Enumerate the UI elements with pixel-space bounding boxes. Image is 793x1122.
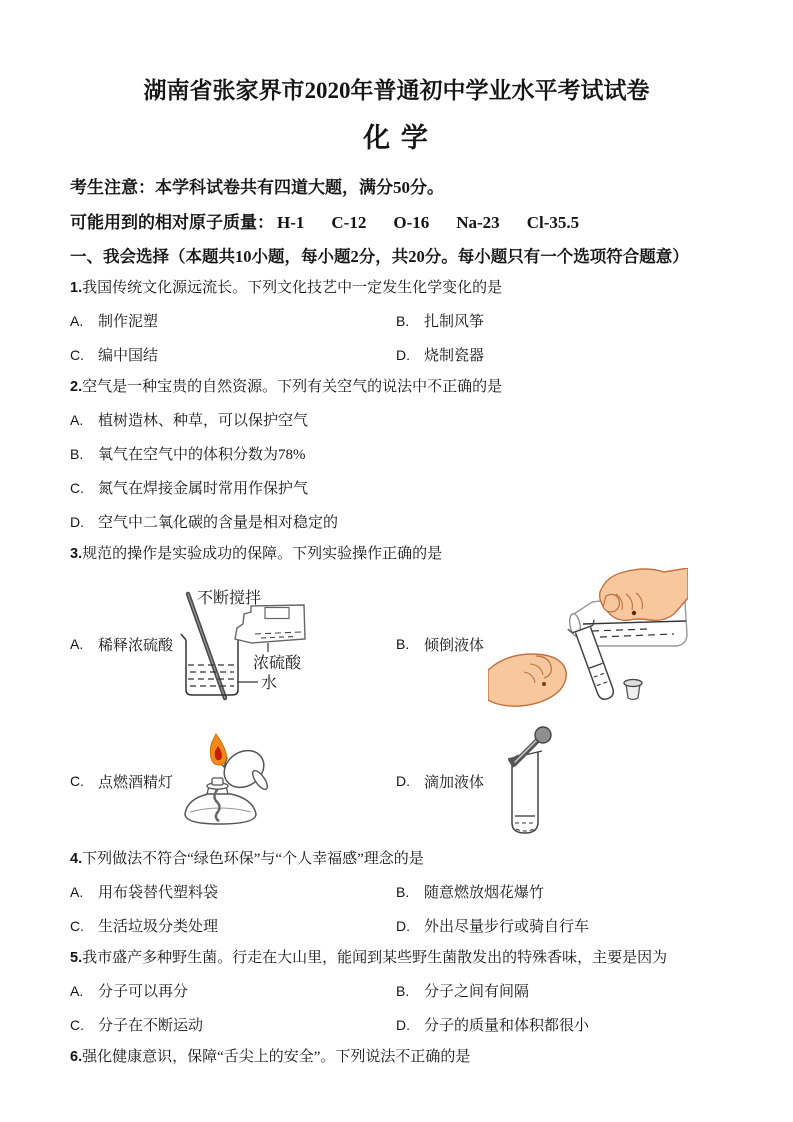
option-letter: A. <box>70 412 84 428</box>
option-text: 植树造林、种草，可以保护空气 <box>98 413 309 429</box>
option-d <box>396 346 723 366</box>
question-1-options <box>70 298 723 366</box>
option-text: 氮气在焊接金属时常用作保护气 <box>98 481 309 497</box>
option-text: 分子之间有间隔 <box>424 984 530 1000</box>
question-number: 5. <box>70 950 83 966</box>
acid-bottle <box>235 605 305 652</box>
option-text: 分子在不断运动 <box>98 1018 204 1034</box>
subject-title: 化 学 <box>363 123 430 153</box>
question-6-stem <box>70 1048 723 1067</box>
option-a <box>70 982 396 1002</box>
option-b <box>396 982 723 1002</box>
option-letter: C. <box>70 1017 84 1033</box>
dilution-diagram <box>177 578 329 710</box>
option-letter: B. <box>396 983 410 999</box>
atomic-mass-c: C-12 <box>331 213 367 232</box>
option-c <box>70 917 396 937</box>
question-4-options <box>70 869 723 937</box>
option-d <box>396 1016 723 1036</box>
left-hand <box>488 654 566 706</box>
question-2-options <box>70 411 723 533</box>
question-3 <box>70 545 723 838</box>
option-a <box>70 568 396 720</box>
glass-stopper <box>624 680 642 700</box>
option-letter: A. <box>70 636 84 652</box>
option-c <box>70 1016 396 1036</box>
question-number: 4. <box>70 851 83 867</box>
option-a <box>70 312 396 332</box>
option-letter: A. <box>70 983 84 999</box>
question-stem-text: 空气是一种宝贵的自然资源。下列有关空气的说法中不正确的是 <box>82 379 503 395</box>
option-letter: B. <box>396 884 410 900</box>
section-one-header: 一、我会选择（本题共10小题，每小题2分，共20分。每小题只有一个选项符合题意） <box>70 247 689 266</box>
option-text: 制作泥塑 <box>98 314 159 330</box>
question-2 <box>70 378 723 533</box>
option-text: 外出尽量步行或骑自行车 <box>424 919 590 935</box>
pouring-liquid-diagram <box>488 568 688 720</box>
option-c <box>70 346 396 366</box>
question-6 <box>70 1048 723 1067</box>
option-text: 点燃酒精灯 <box>98 774 174 791</box>
question-3-options-row-1 <box>70 568 723 720</box>
question-4-stem <box>70 850 723 869</box>
option-c <box>70 724 396 838</box>
option-letter: D. <box>396 347 410 363</box>
question-3-stem <box>70 545 723 564</box>
option-text: 编中国结 <box>98 348 159 364</box>
option-d <box>70 513 723 533</box>
question-2-stem <box>70 378 723 397</box>
option-text: 稀释浓硫酸 <box>98 637 174 654</box>
option-text: 随意燃放烟花爆竹 <box>424 885 545 901</box>
option-b <box>396 883 723 903</box>
option-letter: D. <box>396 773 410 789</box>
option-letter: C. <box>70 347 84 363</box>
option-letter: A. <box>70 884 84 900</box>
question-5-options <box>70 968 723 1036</box>
option-text: 用布袋替代塑料袋 <box>98 885 219 901</box>
option-letter: B. <box>396 636 410 652</box>
atomic-mass-o: O-16 <box>393 213 430 232</box>
option-a <box>70 411 723 431</box>
question-5-stem <box>70 949 723 968</box>
option-text: 空气中二氧化碳的含量是相对稳定的 <box>98 515 339 531</box>
question-3-options-row-2 <box>70 724 723 838</box>
stir-label: 不断搅拌 <box>197 590 262 607</box>
question-stem-text: 下列做法不符合“绿色环保”与“个人幸福感”理念的是 <box>82 851 424 867</box>
stirring-rod <box>188 594 225 698</box>
candidate-notice: 考生注意：本学科试卷共有四道大题，满分50分。 <box>70 178 444 197</box>
option-text: 生活垃圾分类处理 <box>98 919 219 935</box>
question-stem-text: 我国传统文化源远流长。下列文化技艺中一定发生化学变化的是 <box>82 280 503 296</box>
option-text: 扎制风筝 <box>424 314 485 330</box>
option-text: 分子的质量和体积都很小 <box>424 1018 590 1034</box>
option-letter: C. <box>70 918 84 934</box>
option-b <box>70 445 723 465</box>
option-letter: B. <box>70 446 84 462</box>
question-1 <box>70 279 723 366</box>
question-1-stem <box>70 279 723 298</box>
acid-label: 浓硫酸 <box>253 655 302 672</box>
dropper-bulb <box>535 727 551 743</box>
right-hand <box>600 568 688 620</box>
option-text: 滴加液体 <box>424 774 485 791</box>
option-a <box>70 883 396 903</box>
atomic-masses-line <box>70 208 723 233</box>
option-text: 分子可以再分 <box>98 984 189 1000</box>
atomic-mass-cl: Cl-35.5 <box>526 213 580 232</box>
option-letter: C. <box>70 480 84 496</box>
option-d <box>396 724 723 838</box>
atomic-mass-h: H-1 <box>277 213 305 232</box>
option-letter: D. <box>396 918 410 934</box>
option-letter: D. <box>396 1017 410 1033</box>
question-number: 6. <box>70 1049 83 1065</box>
question-stem-text: 规范的操作是实验成功的保障。下列实验操作正确的是 <box>82 546 443 562</box>
option-letter: D. <box>70 514 84 530</box>
question-4 <box>70 850 723 937</box>
option-c <box>70 479 723 499</box>
option-letter: C. <box>70 773 84 789</box>
question-number: 3. <box>70 546 83 562</box>
option-text: 烧制瓷器 <box>424 348 485 364</box>
thumb-gap-shadow <box>632 611 636 615</box>
atomic-mass-na: Na-23 <box>456 213 500 232</box>
question-stem-text: 我市盛产多种野生菌。行走在大山里，能闻到某些野生菌散发出的特殊香味，主要是因为 <box>82 950 668 966</box>
option-d <box>396 917 723 937</box>
option-text: 倾倒液体 <box>424 637 485 654</box>
question-stem-text: 强化健康意识，保障“舌尖上的安全”。下列说法不正确的是 <box>82 1049 471 1065</box>
page-title: 湖南省张家界市2020年普通初中学业水平考试试卷 <box>143 78 650 103</box>
question-number: 2. <box>70 379 83 395</box>
dropper-diagram <box>488 724 558 838</box>
option-text: 氧气在空气中的体积分数为78% <box>98 447 306 463</box>
water-label: 水 <box>261 675 278 692</box>
option-letter: B. <box>396 313 410 329</box>
water-in-beaker <box>188 665 236 686</box>
option-b <box>396 568 723 720</box>
atomic-masses-label: 可能用到的相对原子质量： <box>70 213 274 232</box>
option-b <box>396 312 723 332</box>
alcohol-lamp-diagram <box>177 730 275 833</box>
option-letter: A. <box>70 313 84 329</box>
question-5 <box>70 949 723 1036</box>
flame-icon <box>210 734 226 765</box>
question-number: 1. <box>70 280 83 296</box>
